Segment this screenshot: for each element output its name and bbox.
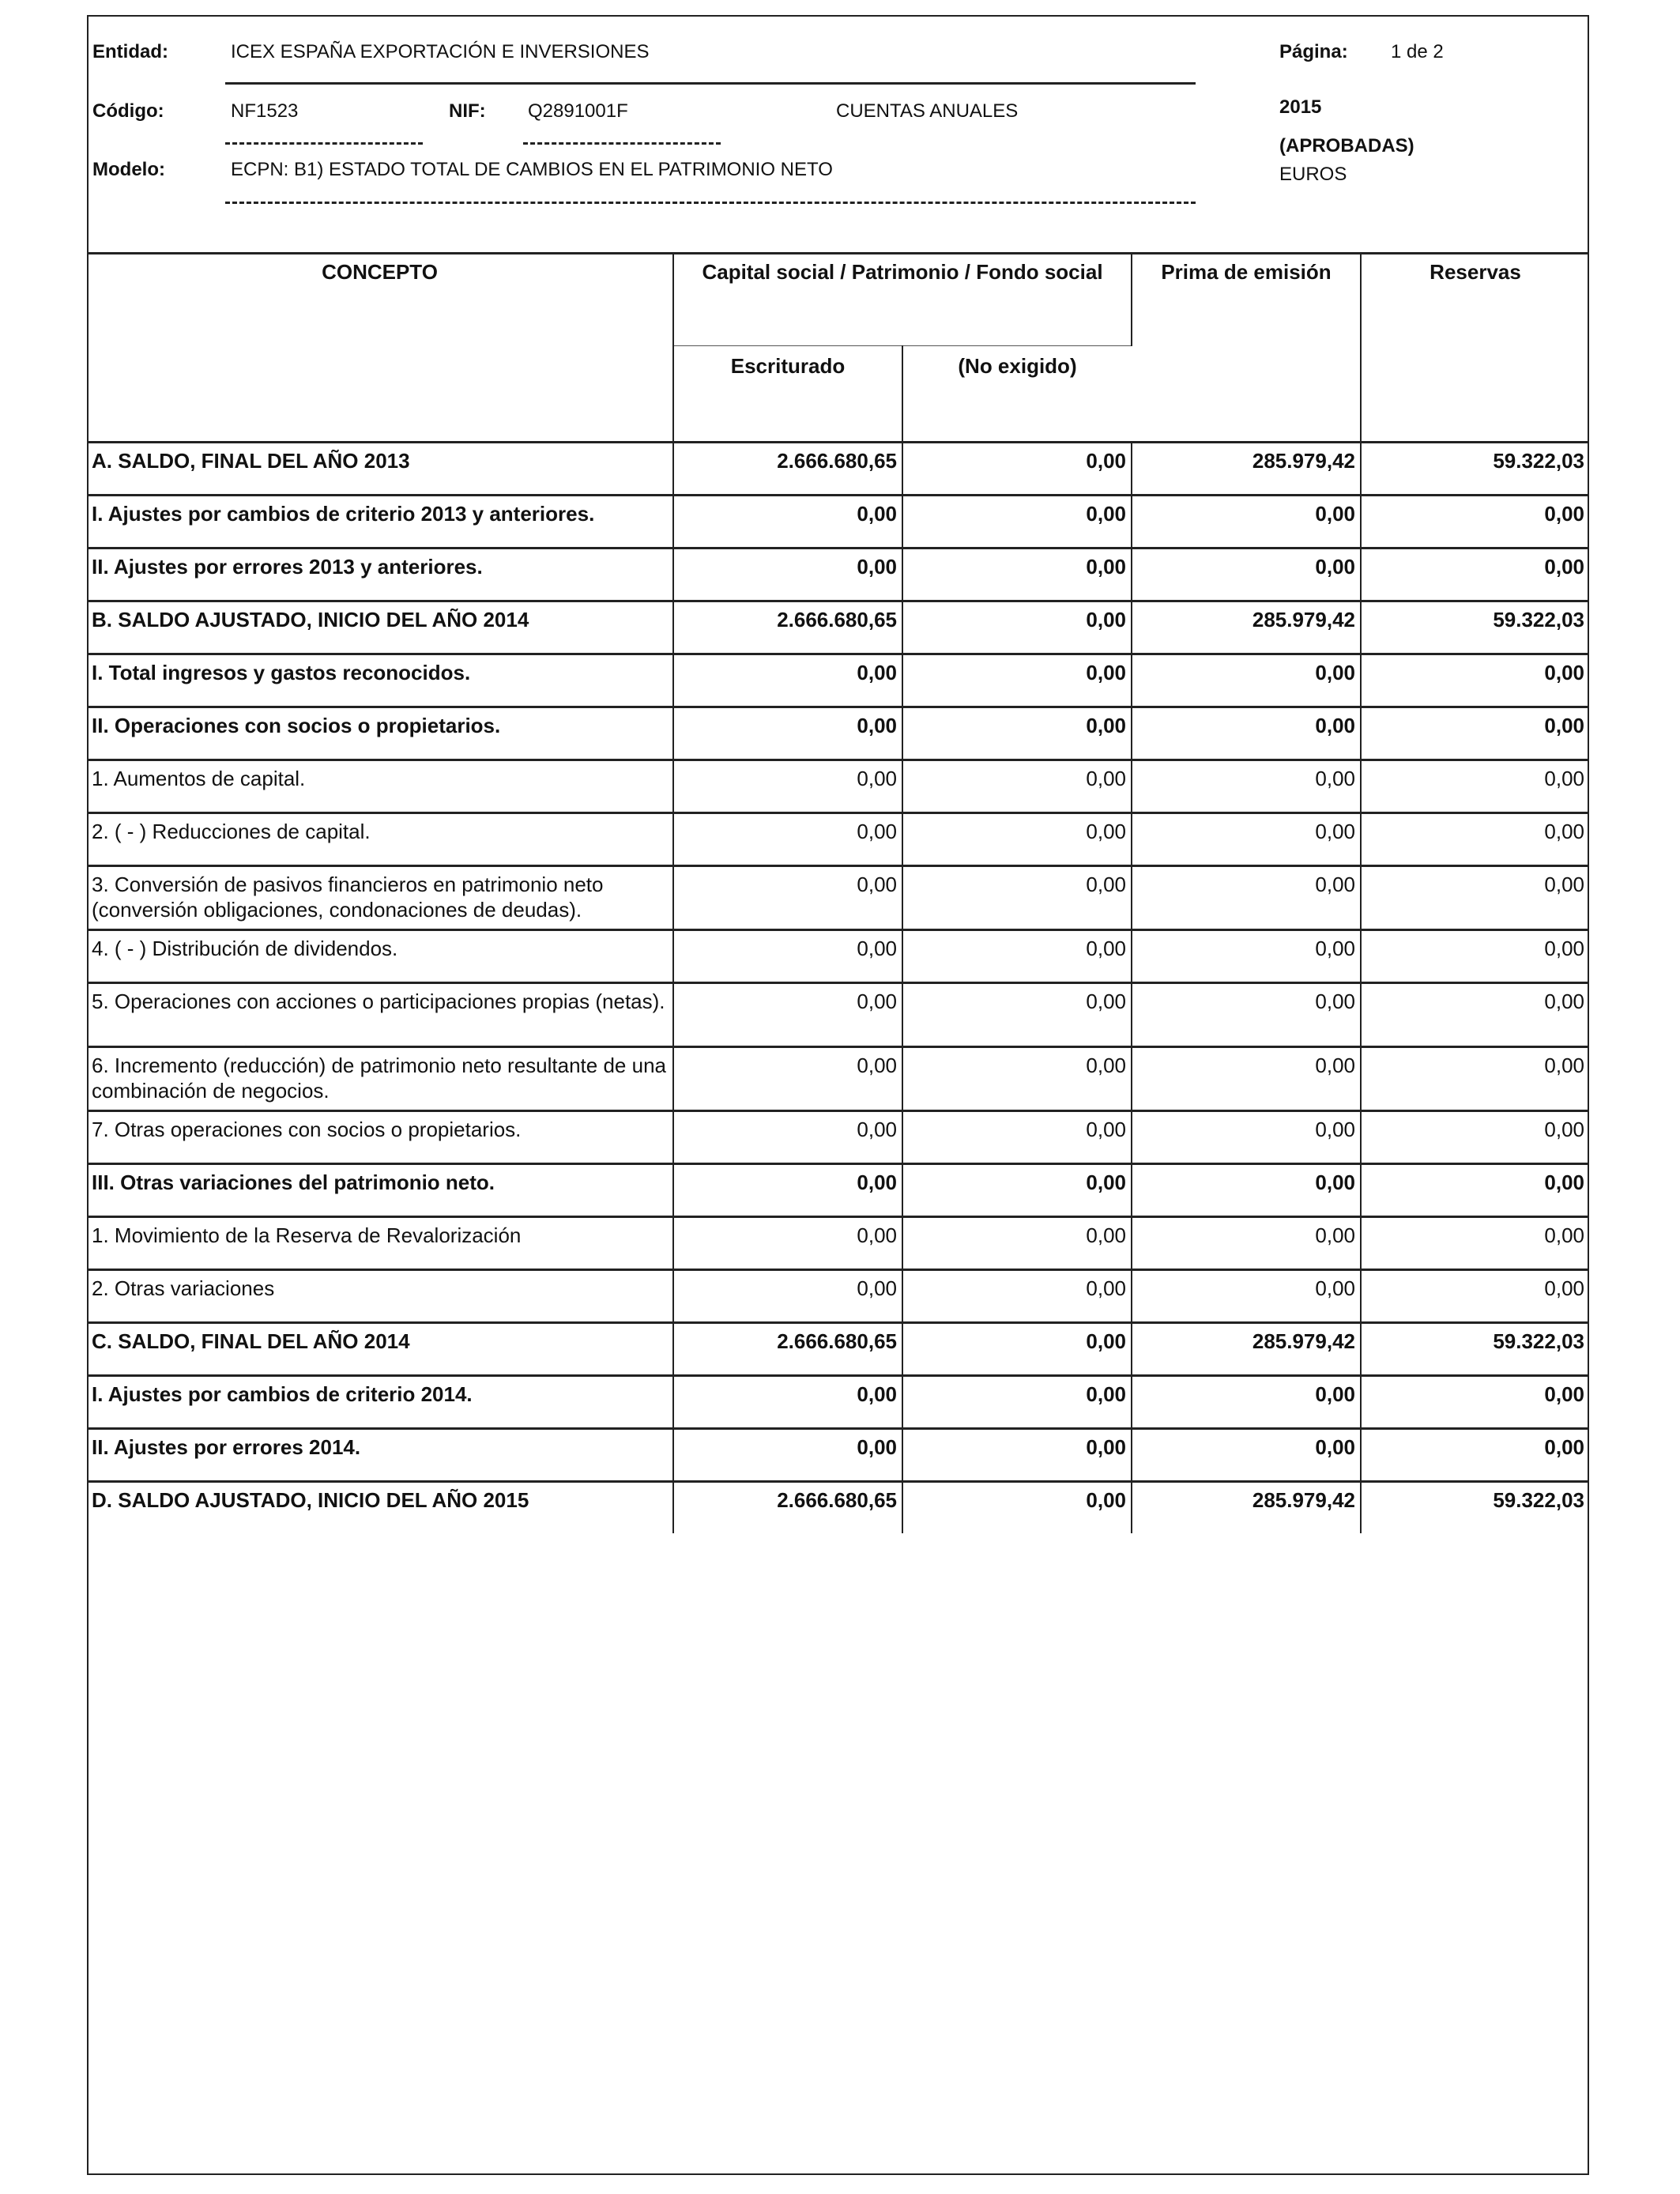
reservas-cell: 0,00 (1544, 989, 1584, 1013)
patrimonio-table (87, 252, 1589, 1533)
prima-cell: 0,00 (1132, 495, 1361, 548)
table-row (87, 495, 1589, 548)
table-row (87, 442, 1589, 495)
reservas-cell: 0,00 (1544, 1053, 1584, 1077)
row-concept: B. SALDO AJUSTADO, INICIO DEL AÑO 2014 (87, 601, 673, 654)
row-concept: 5. Operaciones con acciones o participaciones propias (netas). (87, 982, 673, 1046)
row-concept: III. Otras variaciones del patrimonio neto. (87, 1163, 673, 1216)
reservas-cell: 0,00 (1544, 501, 1584, 526)
table-row (87, 601, 1589, 654)
cuentas-anuales: CUENTAS ANUALES (836, 100, 1019, 122)
no-exigido-cell: 0,00 (902, 707, 1132, 760)
no-exigido-cell: 0,00 (902, 442, 1132, 495)
reservas-cell: 0,00 (1544, 1223, 1584, 1247)
escriturado-cell: 0,00 (673, 1269, 902, 1322)
escriturado-cell: 0,00 (673, 865, 902, 929)
escriturado-cell: 0,00 (673, 929, 902, 982)
no-exigido-cell: 0,00 (902, 1375, 1132, 1428)
prima-cell: 0,00 (1132, 812, 1361, 865)
escriturado-cell: 0,00 (673, 495, 902, 548)
prima-cell: 0,00 (1132, 707, 1361, 760)
reservas-cell: 59.322,03 (1493, 1329, 1584, 1353)
escriturado-cell: 0,00 (673, 1163, 902, 1216)
row-concept: 2. Otras variaciones (87, 1269, 673, 1322)
prima-cell: 0,00 (1132, 760, 1361, 812)
table-row (87, 760, 1589, 812)
table-row (87, 929, 1589, 982)
row-concept: II. Operaciones con socios o propietarios. (87, 707, 673, 760)
reservas-cell: 0,00 (1544, 1434, 1584, 1459)
escriturado-cell: 0,00 (673, 812, 902, 865)
codigo-underline (225, 142, 423, 145)
no-exigido-cell: 0,00 (902, 548, 1132, 601)
table-row (87, 548, 1589, 601)
col-prima: Prima de emisión (1132, 252, 1361, 442)
row-concept: 1. Movimiento de la Reserva de Revalorización (87, 1216, 673, 1269)
col-reservas: Reservas (1361, 252, 1589, 442)
escriturado-cell: 0,00 (673, 1216, 902, 1269)
no-exigido-cell: 0,00 (902, 760, 1132, 812)
escriturado-cell: 0,00 (673, 1375, 902, 1428)
nif-label: NIF: (449, 100, 486, 122)
prima-cell: 0,00 (1132, 982, 1361, 1046)
row-concept: II. Ajustes por errores 2013 y anteriores. (87, 548, 673, 601)
prima-cell: 0,00 (1132, 929, 1361, 982)
table-row (87, 1428, 1589, 1481)
row-concept: 7. Otras operaciones con socios o propietarios. (87, 1110, 673, 1163)
reservas-cell: 0,00 (1544, 1117, 1584, 1141)
prima-cell: 0,00 (1132, 865, 1361, 929)
escriturado-cell: 0,00 (673, 1428, 902, 1481)
year: 2015 (1279, 96, 1322, 118)
row-concept: 4. ( - ) Distribución de dividendos. (87, 929, 673, 982)
col-concepto: CONCEPTO (87, 252, 673, 442)
reservas-cell: 59.322,03 (1493, 607, 1584, 631)
reservas-cell: 0,00 (1544, 554, 1584, 579)
nif-value: Q2891001F (528, 100, 628, 122)
prima-cell: 0,00 (1132, 548, 1361, 601)
no-exigido-cell: 0,00 (902, 1216, 1132, 1269)
col-escriturado: Escriturado (673, 346, 902, 442)
row-concept: C. SALDO, FINAL DEL AÑO 2014 (87, 1322, 673, 1375)
reservas-cell: 59.322,03 (1493, 448, 1584, 473)
reservas-cell: 0,00 (1544, 1170, 1584, 1194)
entidad-underline (225, 82, 1196, 85)
row-concept: 3. Conversión de pasivos financieros en patrimonio neto (conversión obligaciones, condonaciones de deudas). (87, 865, 673, 929)
reservas-cell: 0,00 (1544, 936, 1584, 960)
prima-cell: 0,00 (1132, 1375, 1361, 1428)
prima-cell: 285.979,42 (1132, 1322, 1361, 1375)
prima-cell: 0,00 (1132, 1046, 1361, 1110)
row-concept: D. SALDO AJUSTADO, INICIO DEL AÑO 2015 (87, 1481, 673, 1533)
entidad-value: ICEX ESPAÑA EXPORTACIÓN E INVERSIONES (231, 41, 650, 62)
prima-cell: 0,00 (1132, 654, 1361, 707)
no-exigido-cell: 0,00 (902, 1163, 1132, 1216)
table-row (87, 1110, 1589, 1163)
modelo-label: Modelo: (92, 159, 165, 180)
prima-cell: 285.979,42 (1132, 442, 1361, 495)
reservas-cell: 0,00 (1544, 766, 1584, 790)
row-concept: I. Total ingresos y gastos reconocidos. (87, 654, 673, 707)
prima-cell: 285.979,42 (1132, 1481, 1361, 1533)
no-exigido-cell: 0,00 (902, 929, 1132, 982)
escriturado-cell: 0,00 (673, 654, 902, 707)
table-row (87, 1269, 1589, 1322)
no-exigido-cell: 0,00 (902, 1428, 1132, 1481)
codigo-value: NF1523 (231, 100, 299, 122)
escriturado-cell: 2.666.680,65 (673, 1481, 902, 1533)
table-row (87, 707, 1589, 760)
codigo-label: Código: (92, 100, 164, 122)
row-concept: 6. Incremento (reducción) de patrimonio neto resultante de una combinación de negocios. (87, 1046, 673, 1110)
row-concept: A. SALDO, FINAL DEL AÑO 2013 (87, 442, 673, 495)
entidad-label: Entidad: (92, 41, 168, 62)
escriturado-cell: 2.666.680,65 (673, 442, 902, 495)
reservas-cell: 0,00 (1544, 713, 1584, 737)
prima-cell: 0,00 (1132, 1216, 1361, 1269)
prima-cell: 0,00 (1132, 1110, 1361, 1163)
no-exigido-cell: 0,00 (902, 865, 1132, 929)
no-exigido-cell: 0,00 (902, 812, 1132, 865)
table-row (87, 865, 1589, 929)
table-row (87, 1481, 1589, 1533)
no-exigido-cell: 0,00 (902, 1269, 1132, 1322)
reservas-cell: 0,00 (1544, 872, 1584, 896)
modelo-value: ECPN: B1) ESTADO TOTAL DE CAMBIOS EN EL PATRIMONIO NETO (231, 159, 833, 180)
euros: EUROS (1279, 164, 1347, 185)
table-row (87, 1216, 1589, 1269)
table-row (87, 1322, 1589, 1375)
table-row (87, 1375, 1589, 1428)
row-concept: 1. Aumentos de capital. (87, 760, 673, 812)
reservas-cell: 0,00 (1544, 1276, 1584, 1300)
escriturado-cell: 0,00 (673, 707, 902, 760)
no-exigido-cell: 0,00 (902, 495, 1132, 548)
aprobadas: (APROBADAS) (1279, 135, 1414, 156)
no-exigido-cell: 0,00 (902, 1481, 1132, 1533)
escriturado-cell: 0,00 (673, 1110, 902, 1163)
reservas-cell: 0,00 (1544, 1382, 1584, 1406)
escriturado-cell: 2.666.680,65 (673, 601, 902, 654)
col-capital: Capital social / Patrimonio / Fondo social (673, 252, 1132, 346)
row-concept: 2. ( - ) Reducciones de capital. (87, 812, 673, 865)
escriturado-cell: 0,00 (673, 982, 902, 1046)
escriturado-cell: 0,00 (673, 548, 902, 601)
reservas-cell: 0,00 (1544, 660, 1584, 684)
prima-cell: 285.979,42 (1132, 601, 1361, 654)
modelo-underline (225, 202, 1196, 204)
table-row (87, 1163, 1589, 1216)
table-row (87, 812, 1589, 865)
prima-cell: 0,00 (1132, 1269, 1361, 1322)
prima-cell: 0,00 (1132, 1428, 1361, 1481)
escriturado-cell: 0,00 (673, 760, 902, 812)
row-concept: I. Ajustes por cambios de criterio 2014. (87, 1375, 673, 1428)
prima-cell: 0,00 (1132, 1163, 1361, 1216)
nif-underline (523, 142, 721, 145)
escriturado-cell: 2.666.680,65 (673, 1322, 902, 1375)
no-exigido-cell: 0,00 (902, 1046, 1132, 1110)
no-exigido-cell: 0,00 (902, 654, 1132, 707)
no-exigido-cell: 0,00 (902, 1110, 1132, 1163)
no-exigido-cell: 0,00 (902, 601, 1132, 654)
row-concept: II. Ajustes por errores 2014. (87, 1428, 673, 1481)
pagina-label: Página: (1279, 41, 1348, 62)
col-no-exigido: (No exigido) (902, 346, 1132, 442)
no-exigido-cell: 0,00 (902, 1322, 1132, 1375)
reservas-cell: 59.322,03 (1493, 1487, 1584, 1512)
escriturado-cell: 0,00 (673, 1046, 902, 1110)
pagina-value: 1 de 2 (1391, 41, 1444, 62)
table-row (87, 982, 1589, 1046)
table-row (87, 654, 1589, 707)
reservas-cell: 0,00 (1544, 819, 1584, 843)
no-exigido-cell: 0,00 (902, 982, 1132, 1046)
row-concept: I. Ajustes por cambios de criterio 2013 y anteriores. (87, 495, 673, 548)
table-row (87, 1046, 1589, 1110)
